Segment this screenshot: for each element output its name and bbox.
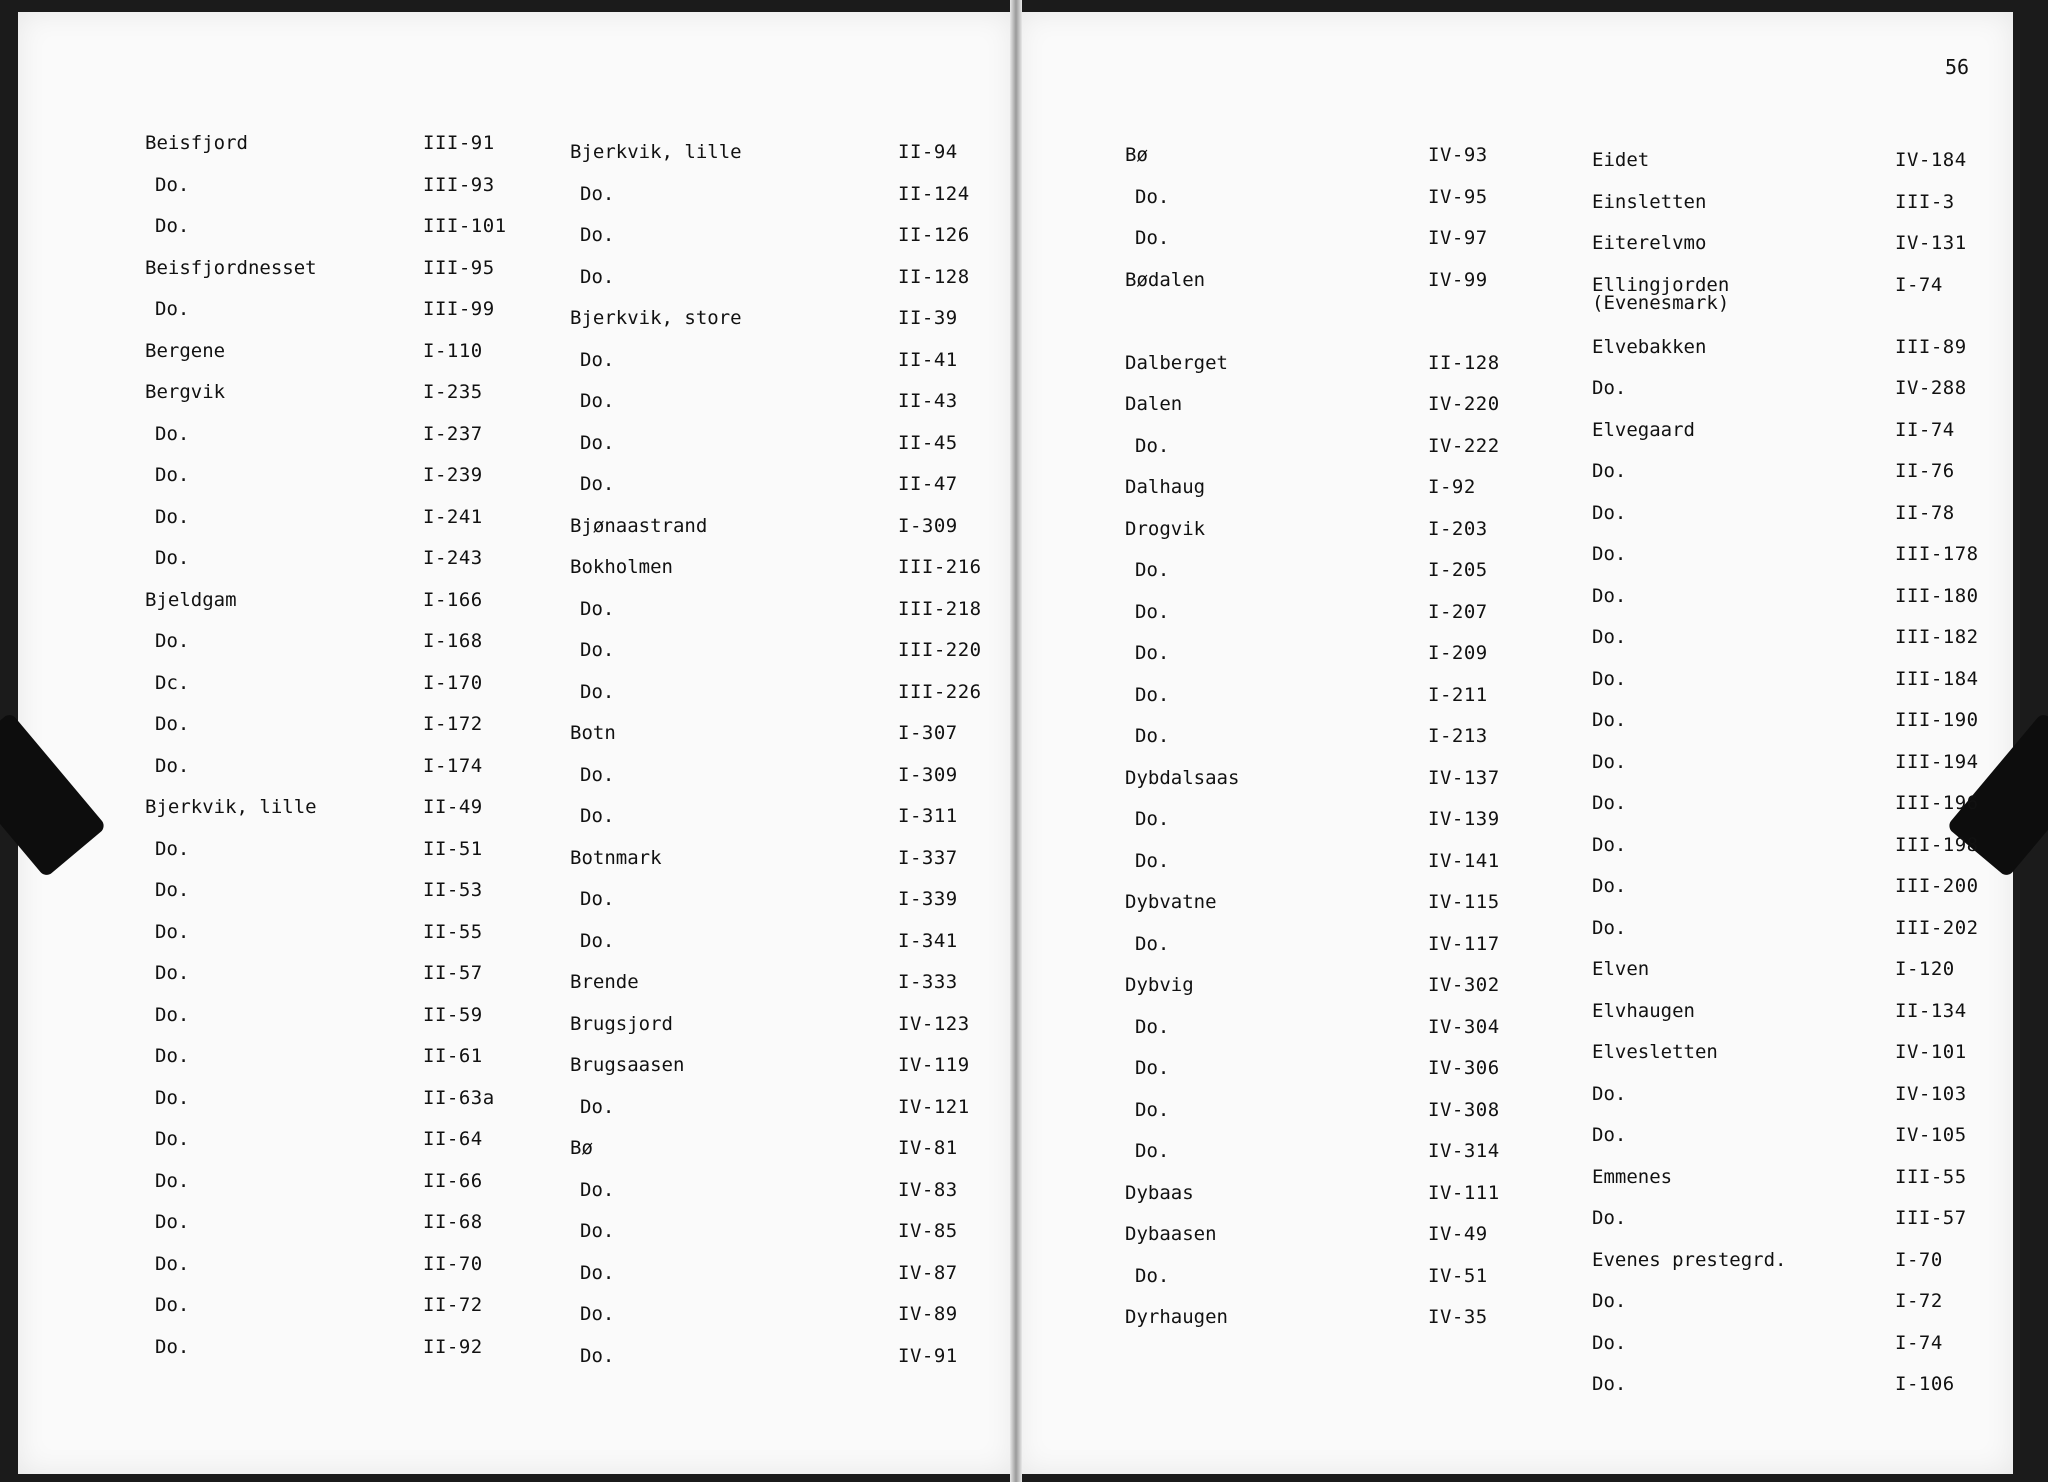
entry-reference: I-309	[898, 763, 958, 786]
entry-name: Do.	[155, 1294, 190, 1316]
entry-name: Do.	[155, 215, 190, 237]
entry-name: Do.	[1592, 750, 1627, 773]
entry-reference: III-182	[1895, 626, 1979, 649]
book-spine	[1010, 0, 1022, 1482]
entry-reference: I-235	[423, 381, 483, 403]
entry-reference: III-178	[1895, 543, 1979, 566]
entry-reference: III-57	[1895, 1207, 1967, 1230]
entry-name: Do.	[580, 1261, 615, 1284]
entry-reference: II-128	[1428, 351, 1500, 374]
entry-reference: II-128	[898, 265, 970, 288]
entry-reference: IV-51	[1428, 1264, 1488, 1287]
entry-reference: II-39	[898, 307, 958, 329]
entry-reference: I-207	[1428, 600, 1488, 623]
entry-name: Do.	[1592, 626, 1627, 649]
entry-name: Evenes prestegrd.	[1592, 1248, 1787, 1271]
entry-name: Do.	[1592, 1331, 1627, 1354]
entry-name: Do.	[1592, 460, 1627, 483]
entry-reference: II-70	[423, 1252, 483, 1275]
entry-reference: I-243	[423, 547, 483, 569]
entry-name: Bø	[1125, 144, 1148, 166]
entry-reference: III-194	[1895, 750, 1979, 773]
entry-reference: II-78	[1895, 501, 1955, 524]
entry-reference: II-68	[423, 1211, 483, 1233]
entry-name: Do.	[580, 1303, 615, 1325]
entry-reference: II-43	[898, 390, 958, 412]
entry-name: Do.	[1592, 916, 1627, 939]
entry-name: Do.	[155, 1003, 190, 1026]
entry-reference: I-205	[1428, 559, 1488, 581]
entry-reference: I-211	[1428, 683, 1488, 706]
entry-reference: IV-99	[1428, 268, 1488, 291]
entry-name: Beisfjord	[145, 132, 248, 154]
entry-reference: III-216	[898, 556, 982, 578]
entry-reference: I-213	[1428, 725, 1488, 747]
entry-name: Do.	[155, 464, 190, 486]
entry-name: Do.	[1592, 667, 1627, 690]
entry-name: Beisfjordnesset	[145, 256, 317, 279]
entry-reference: I-72	[1895, 1290, 1943, 1313]
entry-name: Eidet	[1592, 149, 1650, 171]
entry-name: Bergvik	[145, 381, 226, 403]
entry-reference: I-92	[1428, 476, 1476, 498]
entry-reference: IV-85	[898, 1220, 958, 1242]
entry-reference: IV-137	[1428, 766, 1500, 789]
entry-reference: II-126	[898, 224, 970, 246]
entry-reference: II-66	[423, 1169, 483, 1192]
entry-name: Dalhaug	[1125, 476, 1206, 498]
entry-reference: I-166	[423, 588, 483, 611]
entry-reference: IV-222	[1428, 434, 1500, 457]
entry-reference: IV-111	[1428, 1181, 1500, 1204]
entry-name: Bødalen	[1125, 268, 1206, 291]
entry-name: Dybvig	[1125, 974, 1194, 996]
entry-name: Do.	[1135, 932, 1170, 955]
entry-reference: III-200	[1895, 875, 1979, 898]
entry-name: Do.	[155, 422, 190, 445]
entry-name: Do.	[580, 390, 615, 412]
entry-name: Dc.	[155, 671, 190, 694]
entry-name: Do.	[1135, 725, 1170, 747]
entry-reference: II-53	[423, 879, 483, 901]
entry-reference: II-45	[898, 431, 958, 454]
entry-reference: I-333	[898, 971, 958, 993]
entry-reference: I-339	[898, 888, 958, 910]
entry-reference: I-309	[898, 514, 958, 537]
entry-name: Einsletten	[1592, 190, 1707, 213]
entry-name: Ellingjorden	[1592, 273, 1730, 296]
entry-reference: II-124	[898, 182, 970, 205]
entry-reference: I-337	[898, 846, 958, 869]
entry-reference: III-218	[898, 597, 982, 620]
entry-reference: III-3	[1895, 190, 1955, 213]
page-number: 56	[1945, 55, 1970, 79]
entry-name: Do.	[1135, 1015, 1170, 1038]
entry-name: Do.	[1592, 1082, 1627, 1105]
entry-name: Do.	[1135, 1140, 1170, 1162]
entry-name: Do.	[1592, 1207, 1627, 1230]
entry-name-continued: (Evenesmark)	[1592, 291, 1730, 314]
entry-name: Bjerkvik, lille	[145, 796, 317, 818]
entry-reference: IV-103	[1895, 1082, 1967, 1105]
entry-reference: IV-101	[1895, 1041, 1967, 1064]
entry-name: Do.	[1592, 1124, 1627, 1147]
entry-name: Do.	[155, 1169, 190, 1192]
entry-reference: II-63a	[423, 1086, 495, 1109]
entry-reference: IV-87	[898, 1261, 958, 1284]
entry-name: Brende	[570, 971, 639, 993]
entry-name: Bjerkvik, lille	[570, 141, 742, 163]
entry-name: Do.	[580, 1095, 615, 1118]
entry-reference: IV-141	[1428, 849, 1500, 872]
entry-name: Do.	[155, 1335, 190, 1358]
entry-name: Bjønaastrand	[570, 514, 708, 537]
entry-name: Do.	[155, 1128, 190, 1150]
entry-name: Do.	[1592, 543, 1627, 566]
entry-reference: IV-95	[1428, 185, 1488, 208]
entry-name: Do.	[580, 473, 615, 495]
entry-name: Brugsaasen	[570, 1054, 685, 1076]
entry-name: Do.	[155, 837, 190, 860]
entry-reference: II-41	[898, 348, 958, 371]
entry-name: Eiterelvmo	[1592, 232, 1707, 254]
entry-reference: IV-302	[1428, 974, 1500, 996]
entry-name: Do.	[155, 630, 190, 652]
entry-reference: II-61	[423, 1045, 483, 1067]
entry-name: Do.	[1135, 808, 1170, 830]
entry-name: Do.	[1592, 709, 1627, 732]
entry-reference: III-190	[1895, 709, 1979, 732]
entry-name: Do.	[155, 879, 190, 901]
entry-name: Dalen	[1125, 393, 1183, 415]
entry-reference: II-74	[1895, 418, 1955, 441]
entry-name: Do.	[1592, 833, 1627, 856]
entry-reference: III-198	[1895, 833, 1979, 856]
entry-name: Do.	[155, 1252, 190, 1275]
entry-name: Do.	[155, 547, 190, 569]
entry-name: Do.	[155, 1086, 190, 1109]
entry-reference: IV-89	[898, 1303, 958, 1325]
entry-reference: IV-105	[1895, 1124, 1967, 1147]
entry-reference: III-202	[1895, 916, 1979, 939]
entry-reference: I-174	[423, 754, 483, 777]
entry-reference: IV-81	[898, 1137, 958, 1159]
entry-name: Do.	[155, 173, 190, 196]
entry-reference: IV-314	[1428, 1140, 1500, 1162]
entry-name: Botn	[570, 722, 616, 744]
entry-reference: III-220	[898, 639, 982, 661]
entry-reference: II-76	[1895, 460, 1955, 483]
entry-reference: IV-115	[1428, 891, 1500, 913]
entry-reference: II-49	[423, 796, 483, 818]
entry-reference: II-59	[423, 1003, 483, 1026]
entry-reference: IV-220	[1428, 393, 1500, 415]
entry-reference: III-99	[423, 298, 495, 320]
entry-name: Do.	[1135, 1264, 1170, 1287]
entry-reference: IV-49	[1428, 1223, 1488, 1245]
entry-reference: III-180	[1895, 584, 1979, 607]
entry-name: Dybdalsaas	[1125, 766, 1240, 789]
entry-name: Do.	[580, 265, 615, 288]
entry-reference: III-226	[898, 680, 982, 703]
entry-reference: III-93	[423, 173, 495, 196]
entry-name: Brugsjord	[570, 1012, 673, 1035]
entry-reference: IV-304	[1428, 1015, 1500, 1038]
entry-name: Do.	[1135, 683, 1170, 706]
entry-reference: II-55	[423, 920, 483, 943]
entry-name: Dybaas	[1125, 1181, 1194, 1204]
entry-name: Do.	[1592, 875, 1627, 898]
entry-name: Do.	[580, 929, 615, 952]
entry-reference: III-91	[423, 132, 495, 154]
entry-name: Dybaasen	[1125, 1223, 1217, 1245]
entry-name: Do.	[1135, 185, 1170, 208]
entry-name: Bjerkvik, store	[570, 307, 742, 329]
entry-name: Elvegaard	[1592, 418, 1695, 441]
entry-name: Do.	[1135, 1098, 1170, 1121]
entry-reference: I-110	[423, 339, 483, 362]
entry-reference: III-184	[1895, 667, 1979, 690]
entry-name: Bokholmen	[570, 556, 673, 578]
entry-reference: III-89	[1895, 335, 1967, 358]
entry-reference: I-170	[423, 671, 483, 694]
entry-name: Do.	[155, 962, 190, 984]
entry-name: Elvebakken	[1592, 335, 1707, 358]
entry-reference: I-209	[1428, 642, 1488, 664]
entry-name: Do.	[1592, 1290, 1627, 1313]
entry-reference: IV-91	[898, 1344, 958, 1367]
entry-name: Do.	[580, 224, 615, 246]
entry-reference: II-51	[423, 837, 483, 860]
entry-reference: IV-184	[1895, 149, 1967, 171]
entry-name: Do.	[580, 431, 615, 454]
entry-name: Do.	[580, 888, 615, 910]
entry-reference: IV-93	[1428, 144, 1488, 166]
entry-reference: I-239	[423, 464, 483, 486]
entry-name: Do.	[580, 680, 615, 703]
entry-name: Do.	[1592, 1373, 1627, 1396]
entry-reference: II-72	[423, 1294, 483, 1316]
entry-name: Do.	[155, 920, 190, 943]
entry-name: Dalberget	[1125, 351, 1228, 374]
entry-name: Do.	[155, 713, 190, 735]
entry-reference: IV-308	[1428, 1098, 1500, 1121]
entry-reference: IV-121	[898, 1095, 970, 1118]
entry-reference: IV-139	[1428, 808, 1500, 830]
entry-name: Do.	[155, 1045, 190, 1067]
entry-reference: I-74	[1895, 273, 1943, 296]
entry-reference: I-241	[423, 505, 483, 528]
entry-reference: I-106	[1895, 1373, 1955, 1396]
entry-reference: III-95	[423, 256, 495, 279]
entry-reference: I-70	[1895, 1248, 1943, 1271]
entry-name: Dyrhaugen	[1125, 1306, 1228, 1328]
entry-name: Dybvatne	[1125, 891, 1217, 913]
entry-name: Elvesletten	[1592, 1041, 1718, 1064]
entry-name: Bjeldgam	[145, 588, 237, 611]
entry-name: Do.	[155, 505, 190, 528]
entry-name: Do.	[580, 182, 615, 205]
entry-name: Do.	[155, 754, 190, 777]
entry-reference: IV-117	[1428, 932, 1500, 955]
entry-reference: I-168	[423, 630, 483, 652]
entry-reference: II-134	[1895, 999, 1967, 1022]
entry-reference: IV-97	[1428, 227, 1488, 249]
entry-name: Do.	[1592, 501, 1627, 524]
entry-reference: IV-83	[898, 1178, 958, 1201]
entry-reference: IV-288	[1895, 377, 1967, 400]
entry-reference: I-311	[898, 805, 958, 827]
entry-reference: II-94	[898, 141, 958, 163]
entry-reference: II-64	[423, 1128, 483, 1150]
entry-reference: I-237	[423, 422, 483, 445]
entry-name: Do.	[1135, 1057, 1170, 1079]
entry-name: Do.	[155, 1211, 190, 1233]
entry-reference: I-172	[423, 713, 483, 735]
entry-reference: I-307	[898, 722, 958, 744]
entry-name: Do.	[1135, 227, 1170, 249]
entry-name: Do.	[1135, 642, 1170, 664]
entry-reference: I-203	[1428, 517, 1488, 540]
entry-name: Do.	[580, 1178, 615, 1201]
entry-name: Do.	[580, 805, 615, 827]
entry-name: Do.	[1135, 600, 1170, 623]
entry-reference: IV-119	[898, 1054, 970, 1076]
entry-name: Do.	[1592, 377, 1627, 400]
entry-reference: II-47	[898, 473, 958, 495]
entry-reference: IV-306	[1428, 1057, 1500, 1079]
entry-name: Do.	[1592, 792, 1627, 815]
entry-name: Elvhaugen	[1592, 999, 1695, 1022]
entry-name: Do.	[580, 639, 615, 661]
entry-name: Do.	[580, 1220, 615, 1242]
entry-reference: I-74	[1895, 1331, 1943, 1354]
entry-name: Do.	[580, 763, 615, 786]
entry-name: Do.	[580, 1344, 615, 1367]
entry-reference: I-341	[898, 929, 958, 952]
entry-name: Do.	[580, 348, 615, 371]
entry-name: Do.	[1135, 559, 1170, 581]
entry-reference: III-101	[423, 215, 507, 237]
entry-reference: II-57	[423, 962, 483, 984]
entry-reference: IV-35	[1428, 1306, 1488, 1328]
entry-name: Elven	[1592, 958, 1650, 981]
entry-name: Do.	[1135, 849, 1170, 872]
entry-name: Bø	[570, 1137, 593, 1159]
entry-name: Do.	[1592, 584, 1627, 607]
entry-name: Do.	[580, 597, 615, 620]
entry-reference: III-55	[1895, 1165, 1967, 1188]
entry-name: Bergene	[145, 339, 226, 362]
entry-name: Botnmark	[570, 846, 662, 869]
entry-name: Emmenes	[1592, 1165, 1673, 1188]
entry-reference: I-120	[1895, 958, 1955, 981]
entry-name: Do.	[1135, 434, 1170, 457]
entry-reference: III-196	[1895, 792, 1979, 815]
entry-reference: IV-131	[1895, 232, 1967, 254]
entry-reference: IV-123	[898, 1012, 970, 1035]
entry-name: Drogvik	[1125, 517, 1206, 540]
entry-reference: II-92	[423, 1335, 483, 1358]
entry-name: Do.	[155, 298, 190, 320]
